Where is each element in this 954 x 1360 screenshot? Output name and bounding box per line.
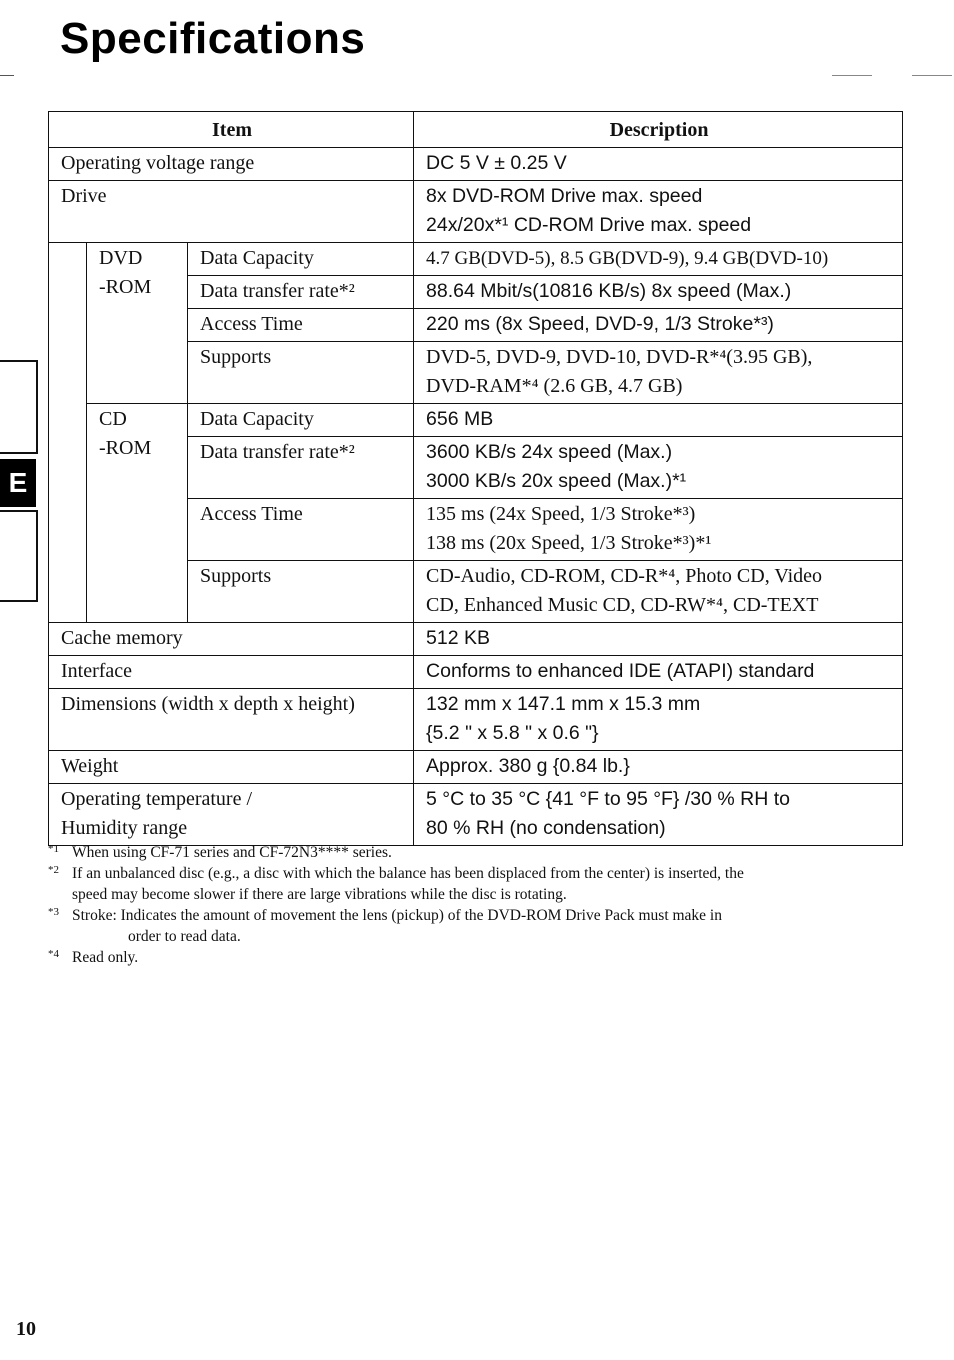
row-desc: 220 ms (8x Speed, DVD-9, 1/3 Stroke*³) <box>414 309 903 342</box>
row-item: Cache memory <box>49 623 414 656</box>
table-row <box>49 243 903 276</box>
row-item: Dimensions (width x depth x height) <box>49 689 414 751</box>
footnotes <box>48 842 888 968</box>
group-label-line: DVD <box>99 247 143 269</box>
footnote-text: If an unbalanced disc (e.g., a disc with which the balance has been displaced from the center) is inserted, the <box>72 865 744 882</box>
row-item: Supports <box>188 342 414 404</box>
header-divider <box>832 75 872 76</box>
desc-line: 5 °C to 35 °C {41 °F to 95 °F} /30 % RH to <box>426 788 790 810</box>
row-desc: Conforms to enhanced IDE (ATAPI) standard <box>414 656 903 689</box>
header-description: Description <box>414 112 903 148</box>
row-desc <box>414 437 903 499</box>
header-divider <box>912 75 952 76</box>
desc-line: DVD-5, DVD-9, DVD-10, DVD-R*⁴(3.95 GB), <box>426 346 813 368</box>
row-desc: 88.64 Mbit/s(10816 KB/s) 8x speed (Max.) <box>414 276 903 309</box>
row-item: Drive <box>49 181 414 243</box>
header-divider <box>0 75 14 76</box>
group-label-line: -ROM <box>99 276 152 298</box>
table-row <box>49 404 903 437</box>
desc-line: 138 ms (20x Speed, 1/3 Stroke*³)*¹ <box>426 532 712 554</box>
row-item <box>49 784 414 846</box>
footnote-text: order to read data. <box>128 928 241 945</box>
desc-line: 132 mm x 147.1 mm x 15.3 mm <box>426 693 701 715</box>
table-row <box>49 751 903 784</box>
row-desc <box>414 342 903 404</box>
desc-line: 135 ms (24x Speed, 1/3 Stroke*³) <box>426 503 696 525</box>
desc-line: 80 % RH (no condensation) <box>426 817 666 839</box>
desc-line: CD-Audio, CD-ROM, CD-R*⁴, Photo CD, Video <box>426 565 823 587</box>
row-desc <box>414 499 903 561</box>
row-desc <box>414 784 903 846</box>
table-row <box>49 656 903 689</box>
footnote-mark: *4 <box>48 948 59 960</box>
cd-rom-label <box>87 404 188 623</box>
group-label-line: CD <box>99 408 127 430</box>
desc-line: 24x/20x*¹ CD-ROM Drive max. speed <box>426 214 752 236</box>
header-item: Item <box>49 112 414 148</box>
row-item: Weight <box>49 751 414 784</box>
desc-line: 3600 KB/s 24x speed (Max.) <box>426 441 673 463</box>
row-desc <box>414 561 903 623</box>
side-tab-frame-bottom <box>0 510 38 602</box>
footnote-text: Read only. <box>72 949 139 966</box>
row-desc: 512 KB <box>414 623 903 656</box>
footnote-1 <box>48 842 888 863</box>
row-desc <box>414 689 903 751</box>
group-label-line: -ROM <box>99 437 152 459</box>
table-header-row <box>49 112 903 148</box>
footnote-text: Stroke: Indicates the amount of movement the lens (pickup) of the DVD-ROM Drive Pack must make in <box>72 907 722 924</box>
row-item: Data transfer rate*² <box>188 437 414 499</box>
row-desc: DC 5 V ± 0.25 V <box>414 148 903 181</box>
row-desc: Approx. 380 g {0.84 lb.} <box>414 751 903 784</box>
page-title: Specifications <box>60 14 366 63</box>
footnote-mark: *3 <box>48 906 59 918</box>
row-item: Data Capacity <box>188 243 414 276</box>
footnote-text: When using CF-71 series and CF-72N3**** series. <box>72 844 392 861</box>
row-item: Data transfer rate*² <box>188 276 414 309</box>
footnote-mark: *1 <box>48 843 59 855</box>
side-tab-frame-top <box>0 360 38 454</box>
desc-line: CD, Enhanced Music CD, CD-RW*⁴, CD-TEXT <box>426 594 819 616</box>
footnote-4 <box>48 947 888 968</box>
item-line: Humidity range <box>61 817 188 839</box>
desc-line: {5.2 " x 5.8 " x 0.6 "} <box>426 722 599 744</box>
row-item: Supports <box>188 561 414 623</box>
footnote-mark: *2 <box>48 864 59 876</box>
row-desc <box>414 181 903 243</box>
desc-line: 3000 KB/s 20x speed (Max.)*¹ <box>426 470 687 492</box>
table-row <box>49 181 903 243</box>
specifications-table <box>48 111 903 846</box>
footnote-3 <box>48 905 888 947</box>
footnote-2 <box>48 863 888 905</box>
language-tab-e: E <box>0 459 36 507</box>
item-line: Operating temperature / <box>61 788 253 810</box>
row-item: Access Time <box>188 309 414 342</box>
table-row <box>49 689 903 751</box>
row-item: Interface <box>49 656 414 689</box>
row-item: Operating voltage range <box>49 148 414 181</box>
table-row <box>49 784 903 846</box>
row-desc: 656 MB <box>414 404 903 437</box>
drive-indent <box>49 243 87 623</box>
row-desc: 4.7 GB(DVD-5), 8.5 GB(DVD-9), 9.4 GB(DVD-10) <box>414 243 903 276</box>
table-row <box>49 148 903 181</box>
desc-line: DVD-RAM*⁴ (2.6 GB, 4.7 GB) <box>426 375 683 397</box>
footnote-text: speed may become slower if there are large vibrations while the disc is rotating. <box>72 886 567 903</box>
page-number: 10 <box>16 1318 36 1340</box>
row-item: Access Time <box>188 499 414 561</box>
dvd-rom-label <box>87 243 188 404</box>
table-row <box>49 623 903 656</box>
row-item: Data Capacity <box>188 404 414 437</box>
desc-line: 8x DVD-ROM Drive max. speed <box>426 185 703 207</box>
